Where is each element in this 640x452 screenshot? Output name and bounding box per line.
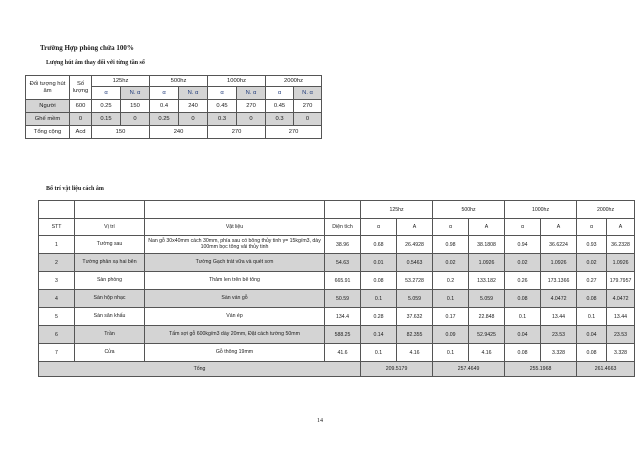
header-freq: 125hz [92, 76, 150, 87]
total-row: Tổng 209.5179 257.4649 255.1968 261.4663 [39, 362, 635, 377]
absorption-table [25, 75, 322, 139]
total-row: Tổng cộng Acd 150 240 270 270 [26, 126, 322, 139]
header-alpha: α [577, 219, 607, 236]
header-a: A [607, 219, 635, 236]
header-area: Diện tích [325, 219, 361, 236]
header-freq: 2000hz [577, 201, 635, 219]
header-freq: 125hz [361, 201, 433, 219]
table-row: Ghế mềm 0 0.15 0 0.25 0 0.3 0 0.3 0 [26, 113, 322, 126]
table-row: 7 Cửa Gỗ thông 19mm 41.6 0.1 4.16 0.1 4.16 0.08 3.328 0.08 3.328 [39, 344, 635, 362]
table-row: 6 Trần Tấm sợi gỗ 600kg/m3 dày 20mm, Đặt cách tường 50mm 588.25 0.14 82.355 0.09 52.9425 0.04 23.53 0.04 23.53 [39, 326, 635, 344]
subsection-title-absorption: Lượng hút âm thay đổi với từng tần số [46, 60, 145, 66]
header-alpha: α [505, 219, 541, 236]
table-row: 5 Sàn sân khấu Ván ép 134.4 0.28 37.632 0.17 22.848 0.1 13.44 0.1 13.44 [39, 308, 635, 326]
page-number: 14 [317, 418, 323, 424]
materials-table [38, 200, 635, 377]
header-a: A [469, 219, 505, 236]
subsection-title-materials: Bố trí vật liệu cách âm [46, 186, 104, 192]
header-qty: Số lượng [70, 76, 92, 100]
table-row: 1 Tường sau Nan gỗ 30x40mm cách 30mm, phía sau có bông thủy tinh γ= 15kg/m3, dày 100mm bọc tông vải thủy tinh 38.96 0.68 26.4928 0.98 38.1808 0.94 36.6224 0.93 36.2328 [39, 236, 635, 254]
header-n-alpha: N. α [294, 87, 322, 100]
header-alpha: α [150, 87, 179, 100]
header-a: A [397, 219, 433, 236]
header-freq: 2000hz [266, 76, 322, 87]
header-freq: 500hz [433, 201, 505, 219]
table-row: Người 600 0.25 150 0.4 240 0.45 270 0.45 270 [26, 100, 322, 113]
total-label: Tổng [39, 362, 361, 377]
table-row: 3 Sàn phòng Thảm len trên bê tông 665.91 0.08 53.2728 0.2 133.182 0.26 173.1366 0.27 179.7957 [39, 272, 635, 290]
header-n-alpha: N. α [121, 87, 150, 100]
header-freq: 1000hz [505, 201, 577, 219]
section-title: Trường Hợp phòng chứa 100% [40, 44, 134, 52]
header-stt: STT [39, 219, 75, 236]
header-a: A [541, 219, 577, 236]
header-n-alpha: N. α [179, 87, 208, 100]
header-n-alpha: N. α [237, 87, 266, 100]
table-row: 2 Tường phản xạ hai bên Tường Gạch trát vữa và quét sơn 54.63 0.01 0.5463 0.02 1.0926 0.02 1.0926 0.02 1.0926 [39, 254, 635, 272]
header-alpha: α [433, 219, 469, 236]
header-alpha: α [92, 87, 121, 100]
table-row: 4 Sàn hộp nhạc Sàn ván gỗ 50.59 0.1 5.059 0.1 5.059 0.08 4.0472 0.08 4.0472 [39, 290, 635, 308]
header-alpha: α [266, 87, 294, 100]
header-freq: 1000hz [208, 76, 266, 87]
header-freq: 500hz [150, 76, 208, 87]
header-alpha: α [361, 219, 397, 236]
header-position: Vị trí [75, 219, 145, 236]
header-material: Vật liệu [145, 219, 325, 236]
header-object: Đối tượng hút âm [26, 76, 70, 100]
header-alpha: α [208, 87, 237, 100]
